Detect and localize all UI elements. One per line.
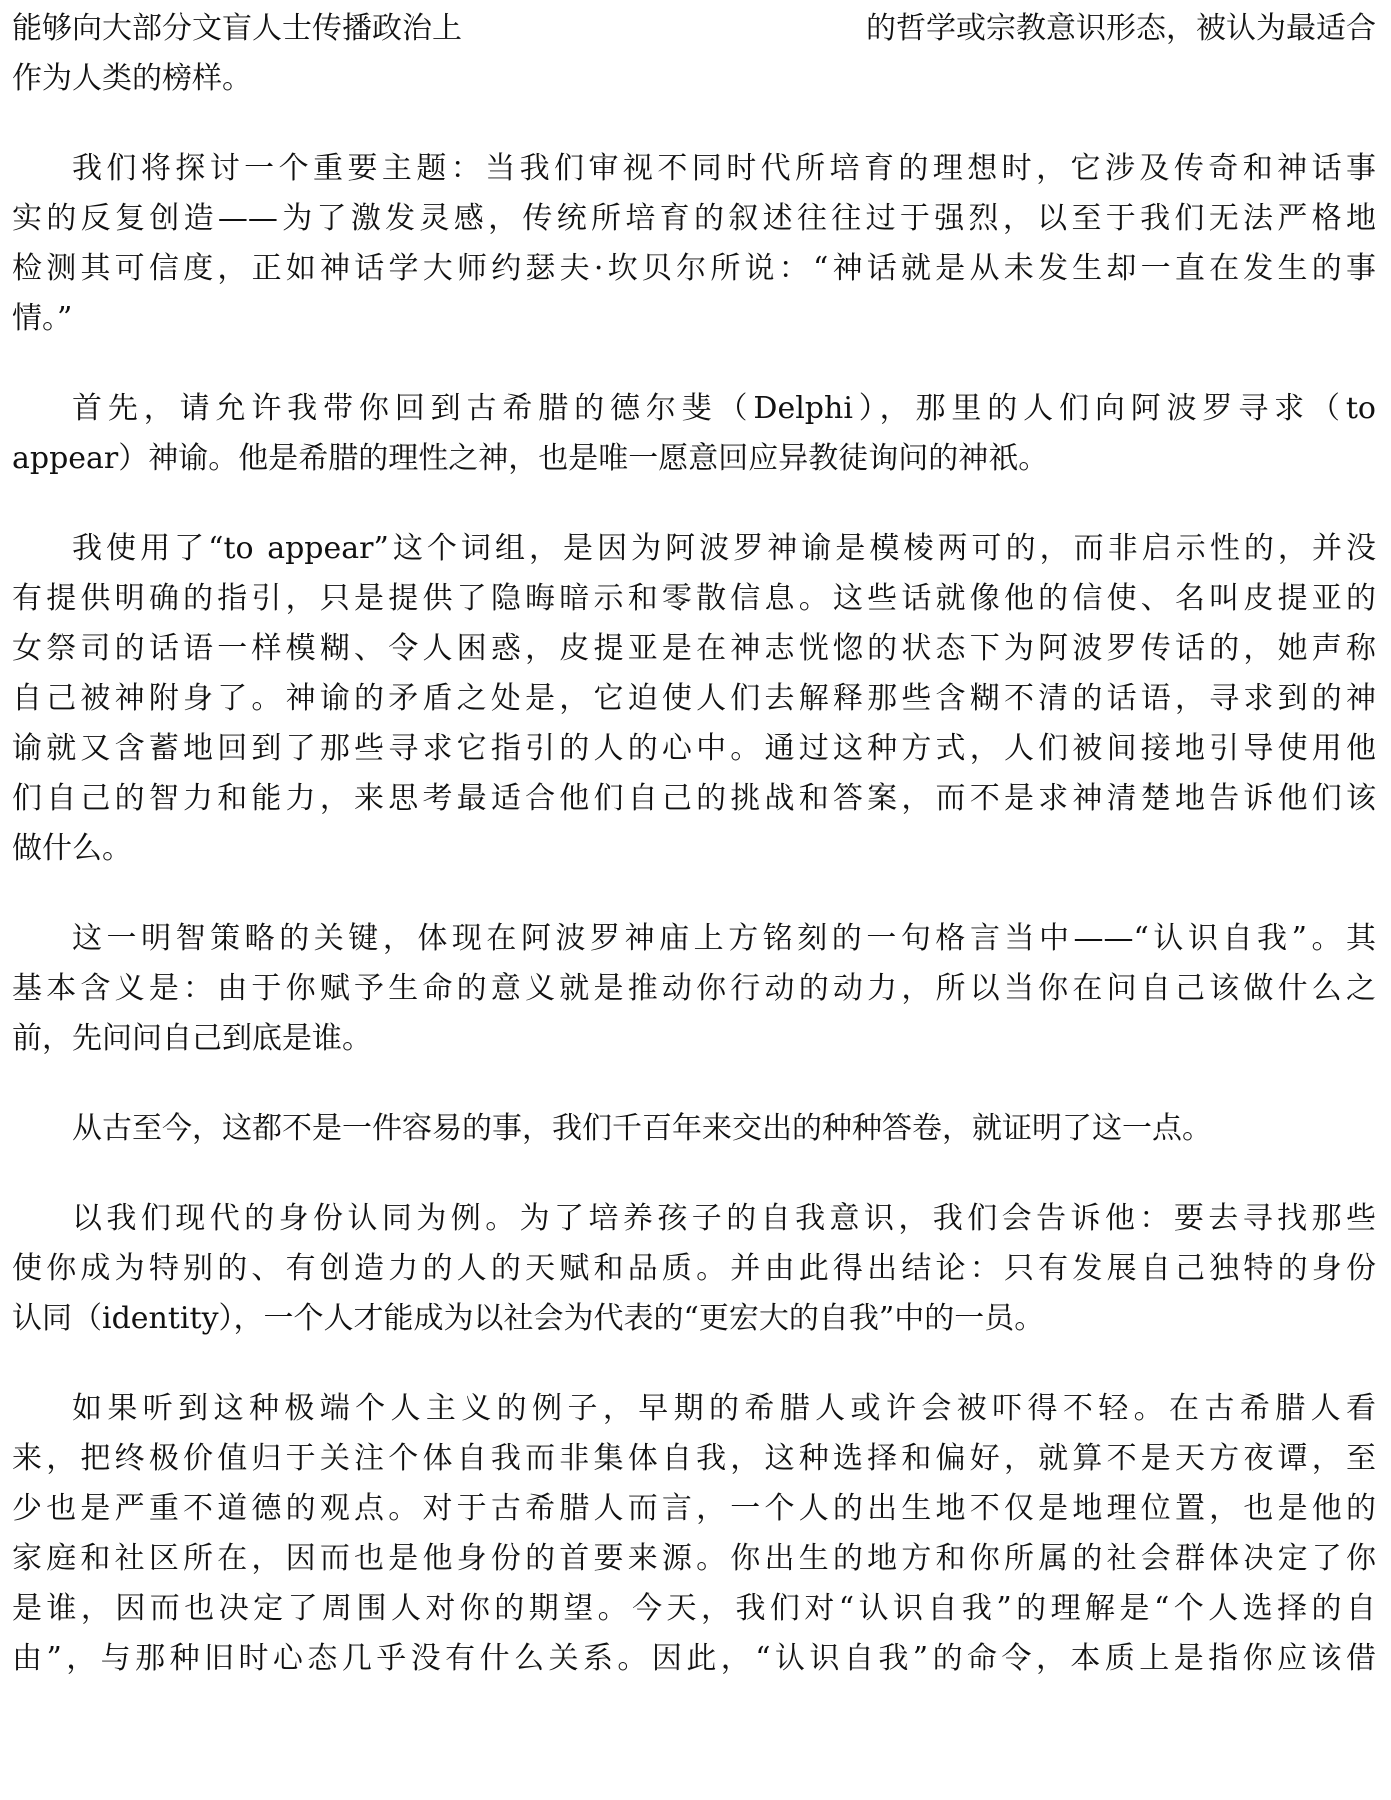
paragraph [12, 914, 1391, 1064]
text-line: 是谁，因而也决定了周围人对你的期望。今天，我们对“认识自我”的理解是“个人选择的自 [12, 1591, 1376, 1626]
text-line: 以我们现代的身份认同为例。为了培养孩子的自我意识，我们会告诉他：要去寻找那些 [72, 1201, 1376, 1236]
paragraph [12, 1194, 1391, 1344]
text-line: 前，先问问自己到底是谁。 [12, 1021, 372, 1056]
paragraph [12, 4, 1391, 104]
text-line: 做什么。 [12, 831, 132, 866]
text-line: 基本含义是：由于你赋予生命的意义就是推动你行动的动力，所以当你在问自己该做什么之 [12, 971, 1376, 1006]
paragraph [12, 1384, 1391, 1684]
text-line: 来，把终极价值归于关注个体自我而非集体自我，这种选择和偏好，就算不是天方夜谭，至 [12, 1441, 1376, 1476]
text-line [12, 4, 1376, 54]
text-line: 检测其可信度，正如神话学大师约瑟夫·坎贝尔所说：“神话就是从未发生却一直在发生的事 [12, 251, 1376, 286]
text-fragment: 的哲学或宗教意识形态，被认为最适合 [866, 11, 1376, 46]
text-line: 从古至今，这都不是一件容易的事，我们千百年来交出的种种答卷，就证明了这一点。 [72, 1111, 1212, 1146]
paragraph [12, 524, 1391, 874]
text-fragment: 能够向大部分文盲人士传播政治上 [12, 11, 462, 46]
text-line: 们自己的智力和能力，来思考最适合他们自己的挑战和答案，而不是求神清楚地告诉他们该 [12, 781, 1376, 816]
text-line: 使你成为特别的、有创造力的人的天赋和品质。并由此得出结论：只有发展自己独特的身份 [12, 1251, 1376, 1286]
text-line: 首先，请允许我带你回到古希腊的德尔斐（Delphi），那里的人们向阿波罗寻求（to [72, 391, 1376, 426]
text-line: 我们将探讨一个重要主题：当我们审视不同时代所培育的理想时，它涉及传奇和神话事 [72, 151, 1376, 186]
text-line: 作为人类的榜样。 [12, 61, 252, 96]
text-line: 家庭和社区所在，因而也是他身份的首要来源。你出生的地方和你所属的社会群体决定了你 [12, 1541, 1376, 1576]
text-line: 女祭司的话语一样模糊、令人困惑，皮提亚是在神志恍惚的状态下为阿波罗传话的，她声称 [12, 631, 1376, 666]
text-line: 如果听到这种极端个人主义的例子，早期的希腊人或许会被吓得不轻。在古希腊人看 [72, 1391, 1376, 1426]
text-line: 有提供明确的指引，只是提供了隐晦暗示和零散信息。这些话就像他的信使、名叫皮提亚的 [12, 581, 1376, 616]
text-line: appear）神谕。他是希腊的理性之神，也是唯一愿意回应异教徒询问的神祇。 [12, 441, 1049, 476]
paragraph [12, 384, 1391, 484]
text-line: 实的反复创造——为了激发灵感，传统所培育的叙述往往过于强烈，以至于我们无法严格地 [12, 201, 1376, 236]
paragraph [12, 144, 1391, 344]
paragraph [12, 1104, 1391, 1154]
text-line: 情。” [12, 301, 73, 336]
text-line: 自己被神附身了。神谕的矛盾之处是，它迫使人们去解释那些含糊不清的话语，寻求到的神 [12, 681, 1376, 716]
text-line: 少也是严重不道德的观点。对于古希腊人而言，一个人的出生地不仅是地理位置，也是他的 [12, 1491, 1376, 1526]
text-line: 由”，与那种旧时心态几乎没有什么关系。因此，“认识自我”的命令，本质上是指你应该借 [12, 1641, 1376, 1676]
text-line: 谕就又含蓄地回到了那些寻求它指引的人的心中。通过这种方式，人们被间接地引导使用他 [12, 731, 1376, 766]
text-line: 我使用了“to appear”这个词组，是因为阿波罗神谕是模棱两可的，而非启示性的，并没 [72, 531, 1376, 566]
text-line: 这一明智策略的关键，体现在阿波罗神庙上方铭刻的一句格言当中——“认识自我”。其 [72, 921, 1376, 956]
text-line: 认同（identity），一个人才能成为以社会为代表的“更宏大的自我”中的一员。 [12, 1301, 1045, 1336]
